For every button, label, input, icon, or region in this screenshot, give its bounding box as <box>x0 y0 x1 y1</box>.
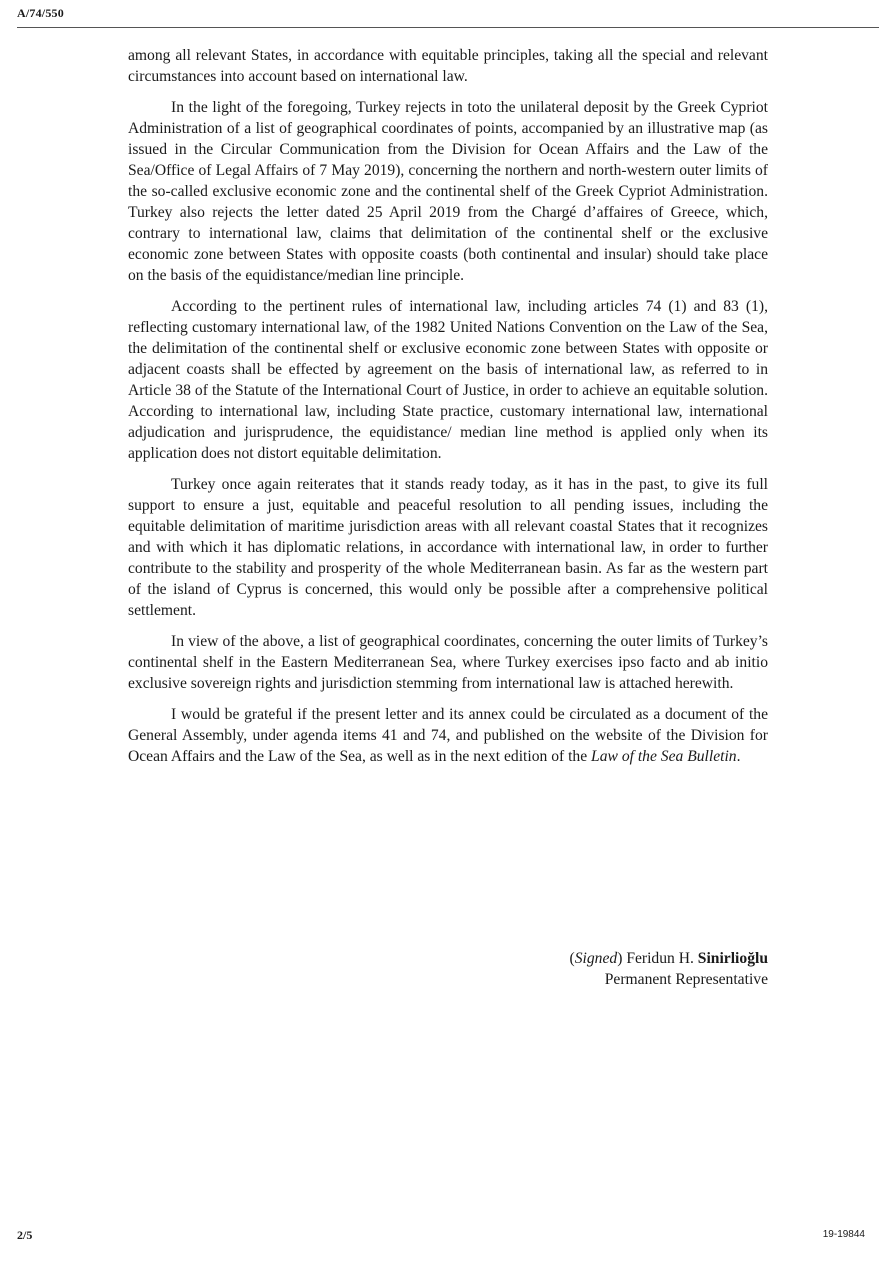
signer-last-name: Sinirlioğlu <box>697 950 768 967</box>
paragraph-continuation: among all relevant States, in accordance with equitable principles, taking all the special and relevant circumstances into account based on international law. <box>128 47 768 85</box>
close-paren: ) <box>617 950 623 967</box>
signed-label: Signed <box>574 950 618 967</box>
signer-line <box>570 948 768 969</box>
paragraph-reiteration: Turkey once again reiterates that it stands ready today, as it has in the past, to give its full support to ensure a just, equitable and peaceful resolution to all pending issues, including the equitable delimitation of maritime jurisdiction areas with all relevant coastal States that it recognizes and with which it has diplomatic relations, in accordance with international law, in order to further contribute to the stability and prosperity of the whole Mediterranean basin. As far as the western part of the island of Cyprus is concerned, this would only be possible after a comprehensive political settlement. <box>128 476 768 619</box>
signer-first-name: Feridun H. <box>626 950 694 967</box>
header-divider <box>17 27 879 28</box>
paragraph-coordinates: In view of the above, a list of geographical coordinates, concerning the outer limits of Turkey’s continental shelf in the Eastern Mediterranean Sea, where Turkey exercises ipso facto and ab initio exclusive sovereign rights and jurisdiction stemming from international law is attached herewith. <box>128 633 768 692</box>
paragraph-international-law: According to the pertinent rules of international law, including articles 74 (1) and 83 (1), reflecting customary international law, of the 1982 United Nations Convention on the Law of the Sea, the delimitation of the continental shelf or exclusive economic zone between States with opposite or adjacent coasts shall be effected by agreement on the basis of international law, as referred to in Article 38 of the Statute of the International Court of Justice, in order to achieve an equitable solution. According to international law, including State practice, customary international law, international adjudication and jurisprudence, the equidistance/ median line method is applied only when its application does not distort equitable delimitation. <box>128 298 768 462</box>
document-symbol: A/74/550 <box>17 6 64 20</box>
paragraph-rejection: In the light of the foregoing, Turkey rejects in toto the unilateral deposit by the Greek Cypriot Administration of a list of geographical coordinates of points, accompanied by an illustrative map (as issued in the Circular Communication from the Division for Ocean Affairs and the Law of the Sea/Office of Legal Affairs of 7 May 2019), concerning the northern and north-western outer limits of the so-called exclusive economic zone and the continental shelf of the Greek Cypriot Administration. Turkey also rejects the letter dated 25 April 2019 from the Chargé d’affaires of Greece, which, contrary to international law, claims that delimitation of the continental shelf or the exclusive economic zone between States with opposite coasts (both continental and insular) should take place on the basis of the equidistance/median line principle. <box>128 99 768 284</box>
signature-block <box>570 948 768 990</box>
signer-title: Permanent Representative <box>604 971 768 988</box>
circulation-text: I would be grateful if the present letter and its annex could be circulated as a document of the General Assembly, under agenda items 41 and 74, and published on the website of the Division for Ocean Affairs and the Law of the Sea, as well as in the next edition of the <box>128 706 768 765</box>
page-number: 2/5 <box>17 1228 33 1242</box>
document-number: 19-19844 <box>822 1229 865 1240</box>
open-paren: ( <box>569 950 575 967</box>
letter-body <box>128 45 768 777</box>
bulletin-title: Law of the Sea Bulletin <box>591 748 737 765</box>
paragraph-circulation-request <box>128 704 768 767</box>
circulation-end: . <box>736 748 741 765</box>
